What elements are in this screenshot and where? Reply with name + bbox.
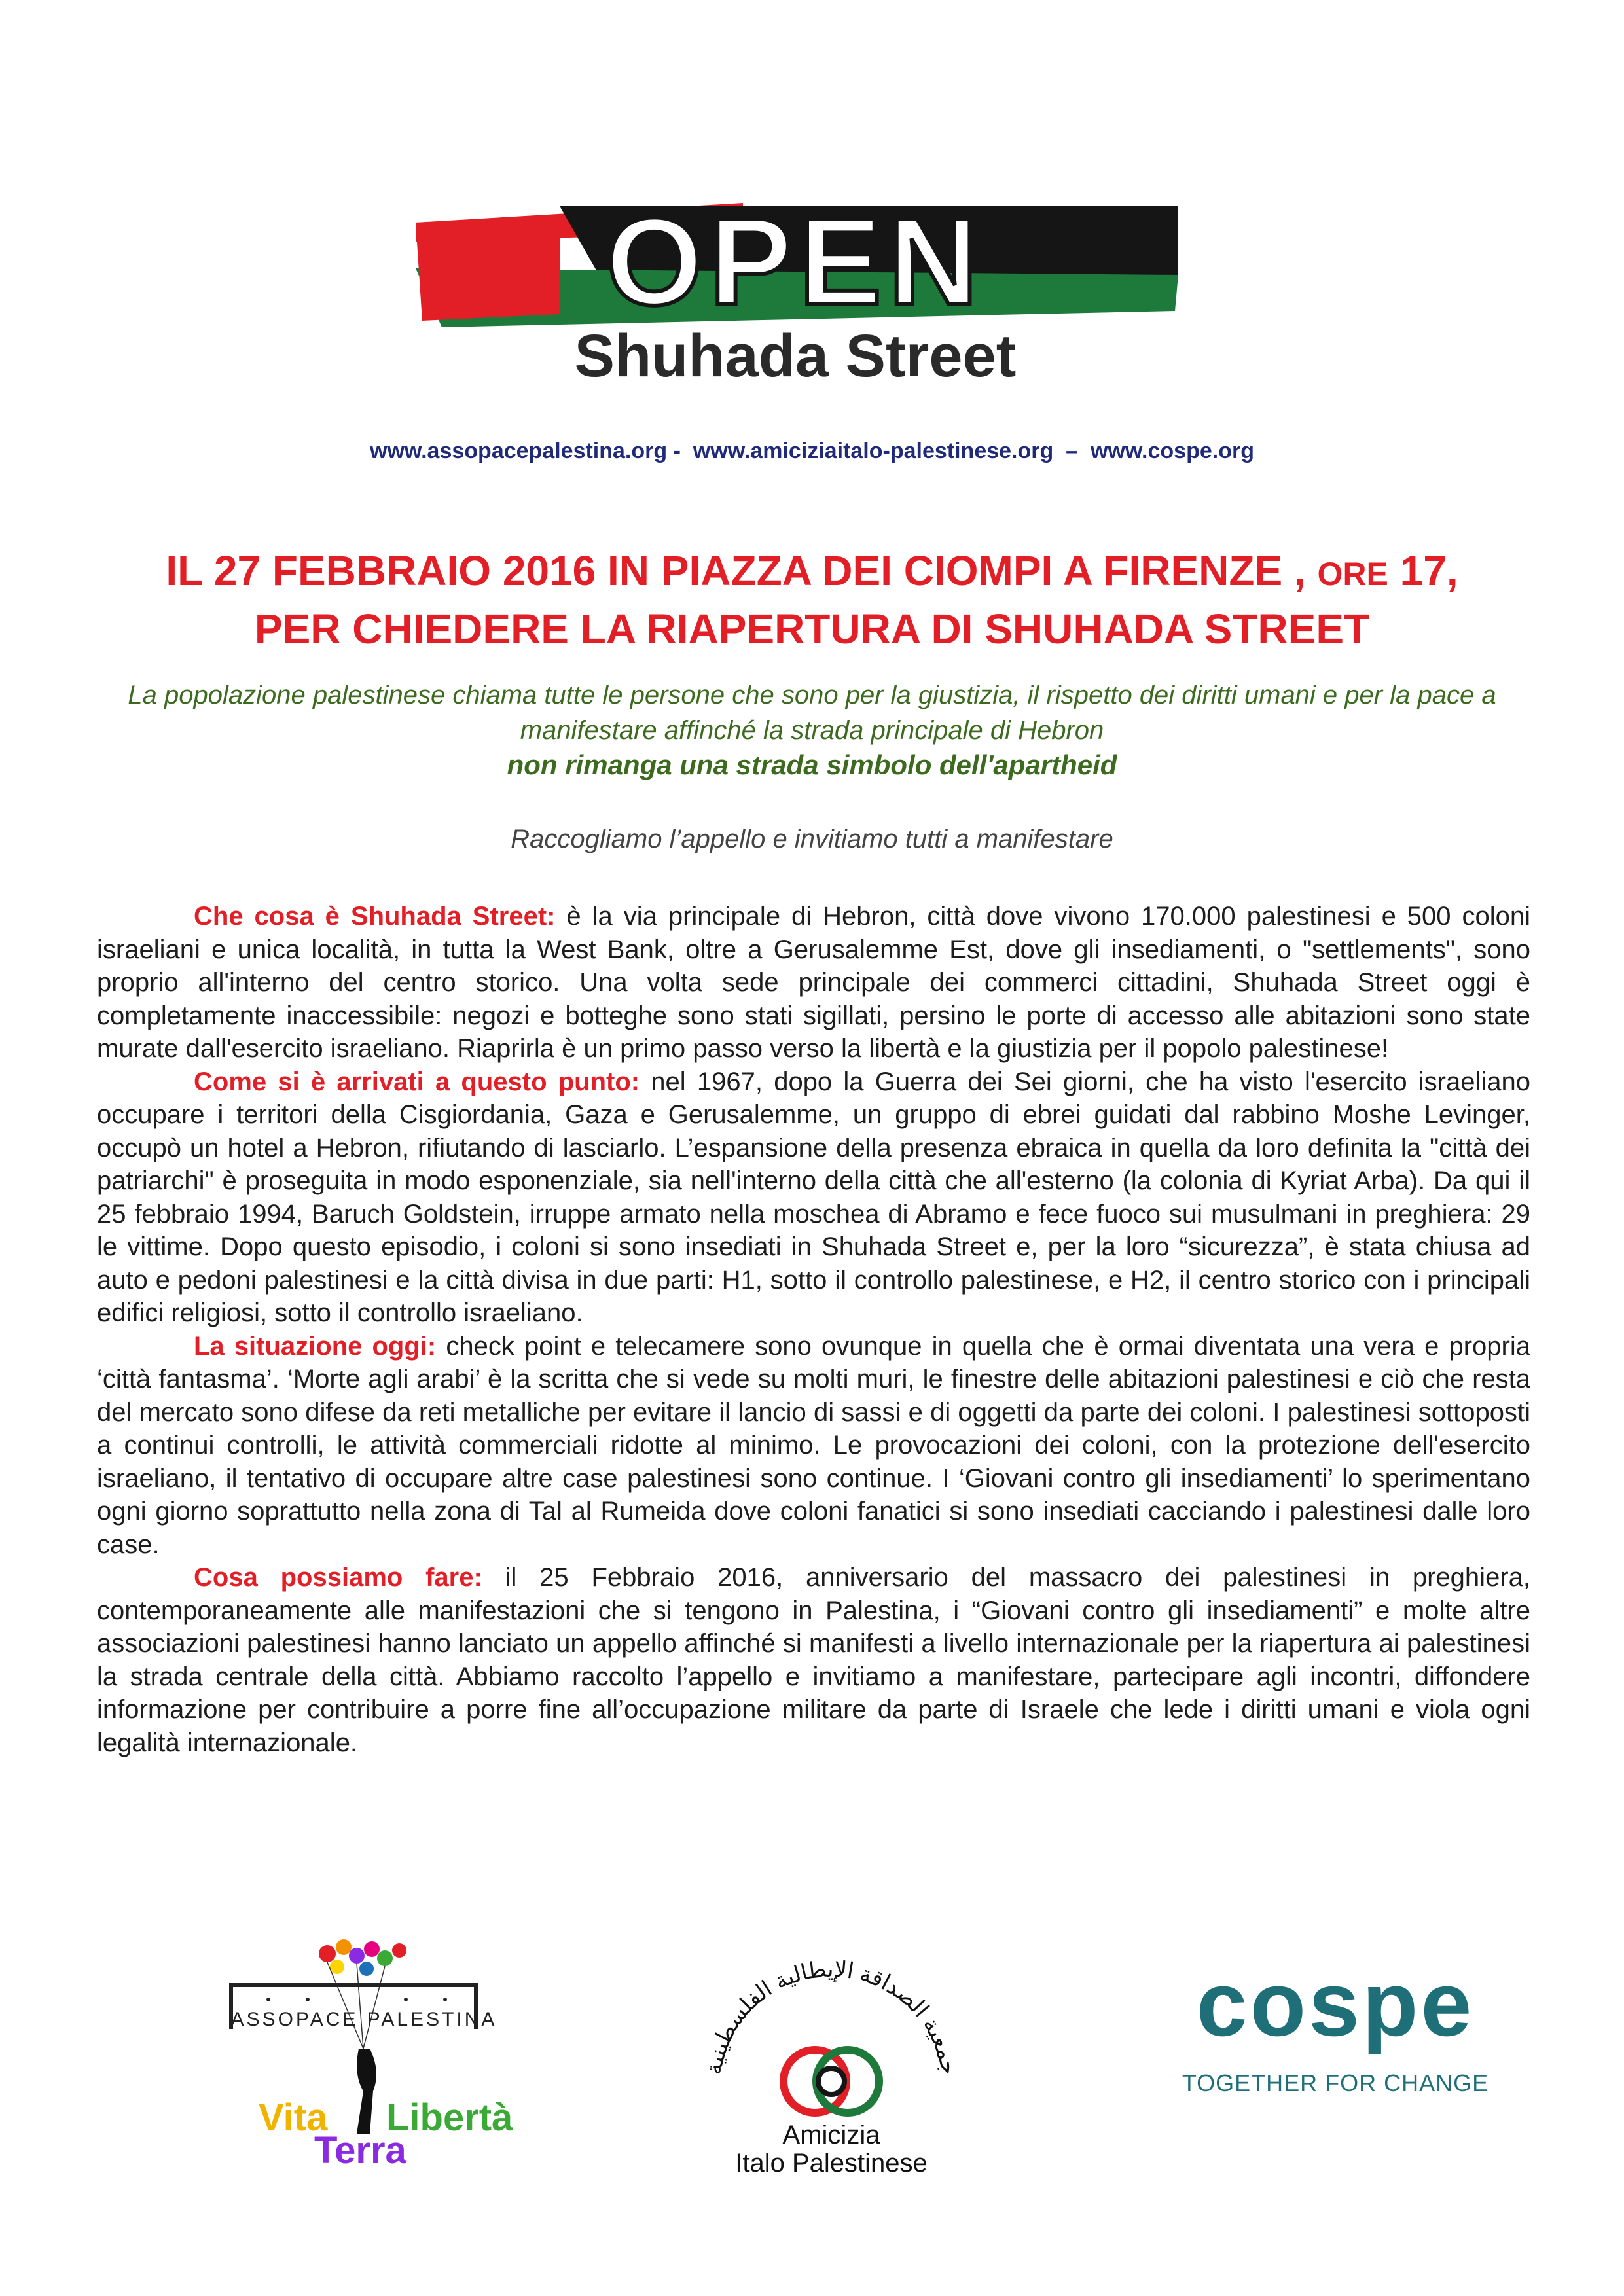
headline-line-1 [0, 543, 1624, 601]
open-shuhada-street-logo [403, 192, 1182, 389]
cospe-word: cospe [1196, 1952, 1475, 2055]
section-text: è la via principale di Hebron, città dove vivono 170.000 palestinesi e 500 coloni israeliani e unica località, in tutta la West Bank, oltre a Gerusalemme Est, dove gli insediamenti, o "settlements", sono proprio all'interno del centro storico. Una volta sede principale dei commerci cittadini, Shuhada Street oggi è completamente inaccessibile: negozi e botteghe sono stati sigillati, persino le porte di accesso alle abitazioni sono state murate dall'esercito israeliano. Riaprirla è un primo passo verso la libertà e la giustizia per il popolo palestinese! [97, 902, 1530, 1063]
shuhada-street-subtitle: Shuhada Street [574, 323, 1017, 389]
section-paragraph [97, 1561, 1530, 1759]
assopace-palestina-logo [209, 1937, 550, 2186]
open-word: OPEN [605, 192, 985, 331]
section-paragraph [97, 1330, 1530, 1562]
cospe-logo [1182, 1952, 1489, 2114]
cospe-logo-graphic [1182, 1952, 1489, 2114]
assopace-logo-graphic [209, 1937, 550, 2186]
section-lead: La situazione oggi: [194, 1331, 437, 1361]
amicizia-word: Amicizia [782, 2121, 880, 2149]
body-text [97, 900, 1530, 1759]
headline-ore: ORE [1317, 556, 1388, 592]
italo-palestinese-word: Italo Palestinese [735, 2149, 928, 2178]
appeal-text: Raccogliamo l’appello e invitiamo tutti a manifestare [511, 825, 1113, 853]
section-paragraph [97, 1066, 1530, 1330]
section-lead: Cosa possiamo fare: [194, 1563, 482, 1592]
assopace-word: ASSOPACE [230, 2009, 359, 2030]
headline-date-place: IL 27 FEBBRAIO 2016 IN PIAZZA DEI CIOMPI A FIRENZE , [166, 547, 1306, 594]
open-logo-graphic [403, 192, 1182, 389]
cospe-tagline: TOGETHER FOR CHANGE [1182, 2070, 1489, 2096]
section-lead: Come si è arrivati a questo punto: [194, 1067, 640, 1096]
intro-bold-text: non rimanga una strada simbolo dell'apartheid [507, 749, 1117, 780]
headline-time: 17, [1399, 547, 1458, 594]
terra-word: Terra [314, 2129, 406, 2172]
section-text: il 25 Febbraio 2016, anniversario del massacro dei palestinesi in preghiera, contemporaneamente alle manifestazioni che si tengono in Palestina, i “Giovani contro gli insediamenti” e molte altre associazioni palestinesi hanno lanciato un appello affinché si manifesti a livello internazionale per la riapertura ai palestinesi la strada centrale della città. Abbiamo raccolto l’appello e invitiamo a manifestare, partecipare agli incontri, diffondere informazione per contribuire a porre fine all’occupazione militare da parte di Israele che lede i diritti umani e viola ogni legalità internazionale. [97, 1563, 1530, 1757]
palestina-word: PALESTINA [367, 2009, 497, 2030]
vita-word: Vita [259, 2096, 328, 2139]
liberta-word: Libertà [386, 2096, 513, 2139]
amicizia-arabic-text: جمعية الصداقة الإيطالية الفلسطينية [701, 1957, 962, 2077]
amicizia-logo-graphic [694, 1957, 969, 2179]
headline [0, 543, 1624, 656]
section-paragraph [97, 900, 1530, 1066]
intro-text: La popolazione palestinese chiama tutte le persone che sono per la giustizia, il rispetto dei diritti umani e per la pace a manifestare affinché la strada principale di Hebron [128, 681, 1496, 745]
headline-line-2: PER CHIEDERE LA RIAPERTURA DI SHUHADA STREET [254, 605, 1370, 653]
section-lead: Che cosa è Shuhada Street: [194, 902, 556, 931]
website-links[interactable]: www.assopacepalestina.org - www.amiciziaitalo-palestinese.org – www.cospe.org [370, 439, 1254, 463]
section-text: nel 1967, dopo la Guerra dei Sei giorni, che ha visto l'esercito israeliano occupare i territori della Cisgiordania, Gaza e Gerusalemme, un gruppo di ebrei guidati dal rabbino Moshe Levinger, occupò un hotel a Hebron, rifiutando di lasciarlo. L’espansione della presenza ebraica in quella da loro definita la "città dei patriarchi" è proseguita in modo esponenziale, sia nell'interno della città che all'esterno (la colonia di Kyriat Arba). Da qui il 25 febbraio 1994, Baruch Goldstein, irruppe armato nella moschea di Abramo e fece fuoco sui musulmani in preghiera: 29 le vittime. Dopo questo episodio, i coloni si sono insediati in Shuhada Street e, per la loro “sicurezza”, è stata chiusa ad auto e pedoni palestinesi e la città divisa in due parti: H1, sotto il controllo palestinese, e H2, il centro storico con i principali edifici religiosi, sotto il controllo israeliano. [97, 1067, 1530, 1327]
section-text: check point e telecamere sono ovunque in quella che è ormai diventata una vera e propria ‘città fantasma’. ‘Morte agli arabi’ è la scritta che si vede su molti muri, le finestre delle abitazioni palestinesi e ciò che resta del mercato sono difese da reti metalliche per evitare il lancio di sassi e di oggetti da parte dei coloni. I palestinesi sottoposti a continui controlli, le attività commerciali ridotte al minimo. Le provocazioni dei coloni, con la protezione dell'esercito israeliano, il tentativo di occupare altre case palestinesi sono continue. I ‘Giovani contro gli insediamenti’ lo sperimentano ogni giorno soprattutto nella zona di Tal al Rumeida dove coloni fanatici si sono insediati cacciando i palestinesi dalle loro case. [97, 1331, 1530, 1559]
amicizia-italo-palestinese-logo [694, 1957, 969, 2179]
